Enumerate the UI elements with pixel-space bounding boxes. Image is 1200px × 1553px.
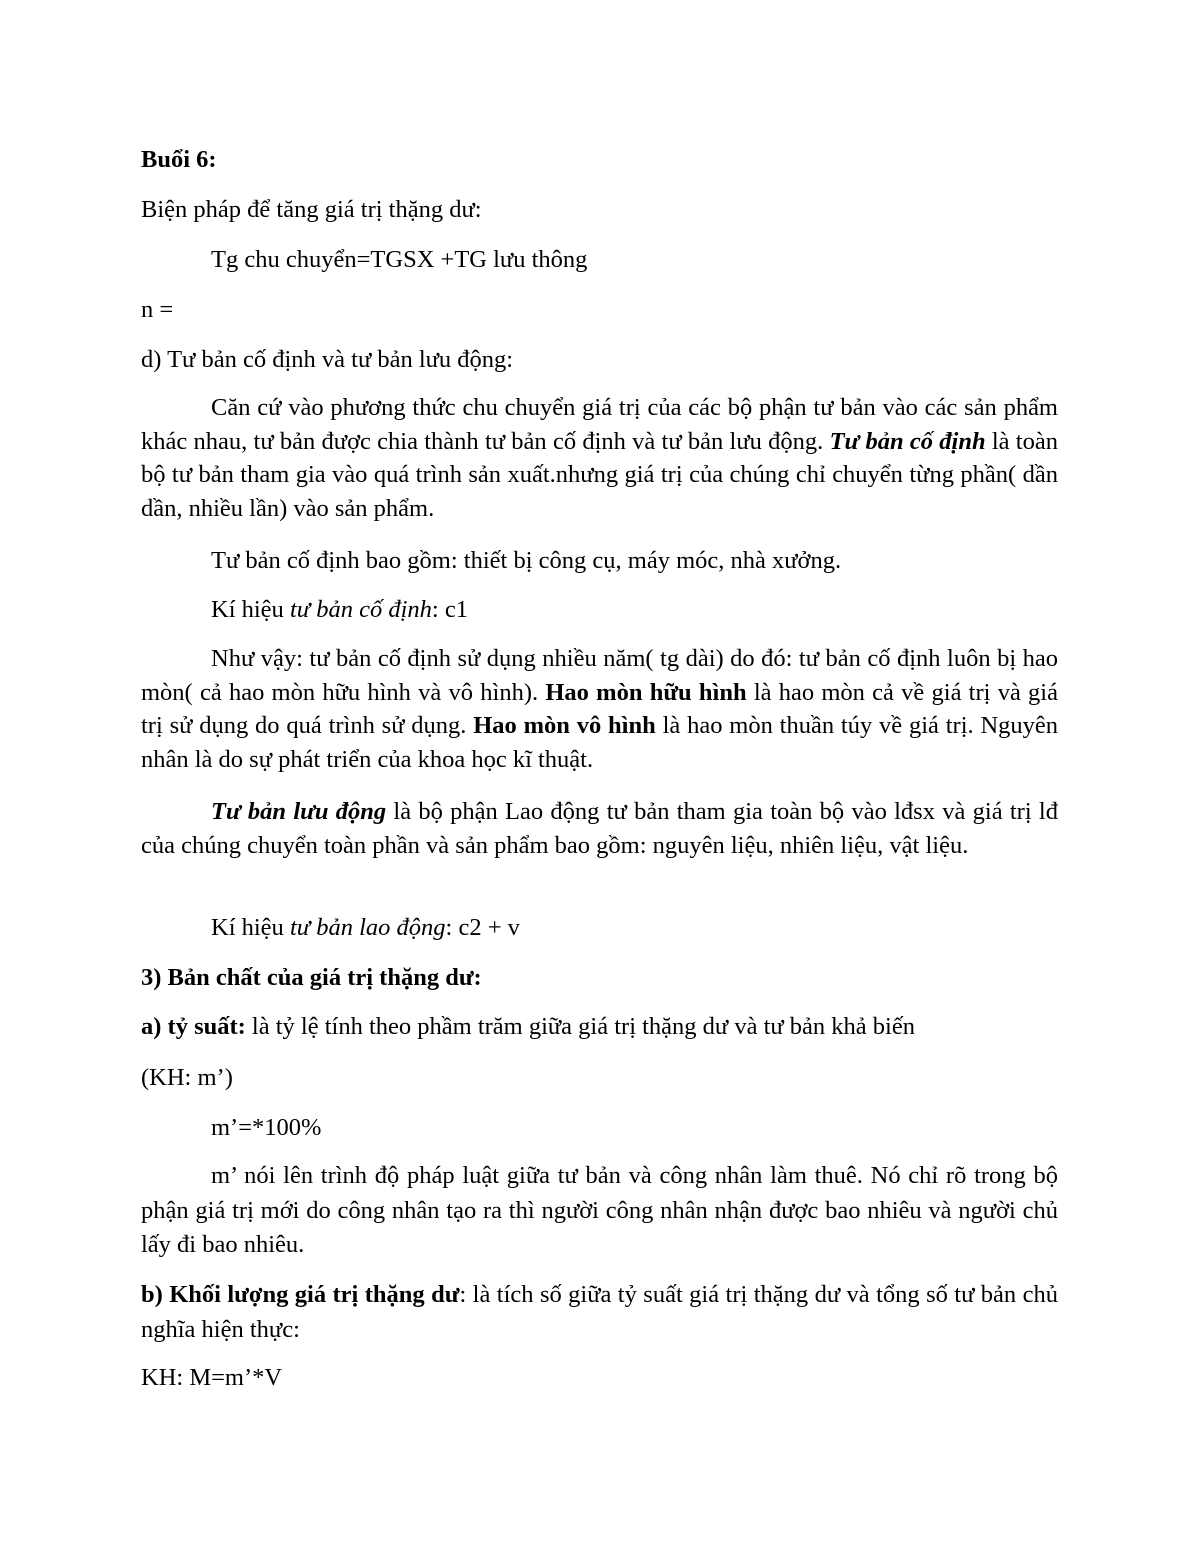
section-a-text: là tỷ lệ tính theo phầm trăm giữa giá trị thặng dư và tư bản khả biến [245,1013,915,1040]
section-b-label: b) Khối lượng giá trị thặng dư [141,1281,460,1308]
turnover-formula: Tg chu chuyển=TGSX +TG lưu thông [211,246,588,273]
circulating-capital-symbol [211,913,520,943]
n-formula-line: n = [141,296,174,323]
section-3-heading: 3) Bản chất của giá trị thặng dư: [141,964,482,991]
paragraph-depreciation [141,642,1058,776]
paragraph-mass-surplus [141,1278,1058,1347]
fixed-capital-symbol [211,595,468,625]
section-a-line [141,1012,915,1042]
kh-m-line: (KH: m’) [141,1064,233,1091]
symbol-term: tư bản lao động [289,914,446,941]
paragraph-text: Căn cứ vào phương thức chu chuyển giá trị của các bộ phận tư bản vào các sản phẩm khác nhau, tư bản được chia thành tư bản cố định và tư bản lưu động. [141,394,1058,455]
symbol-value: : c2 + v [445,914,520,941]
term-intangible-wear: Hao mòn vô hình [473,712,656,739]
fixed-capital-includes: Tư bản cố định bao gồm: thiết bị công cụ, máy móc, nhà xưởng. [211,547,842,574]
kh-M-line: KH: M=m’*V [141,1364,283,1391]
measures-line: Biện pháp để tăng giá trị thặng dư: [141,196,482,223]
session-heading: Buổi 6: [141,146,217,173]
paragraph-text: là hao mòn cả về giá trị và giá trị sử dụng do quá trình sử dụng. [141,678,1058,739]
paragraph-text: là bộ phận Lao động tư bản tham gia toàn bộ vào lđsx và giá trị lđ của chúng chuyển toàn phần và sản phẩm bao gồm: nguyên liệu, nhiên liệu, vật liệu. [141,798,1058,859]
term-fixed-capital: Tư bản cố định [829,427,986,455]
paragraph-text: là hao mòn thuần túy về giá trị. Nguyên nhân là do sự phát triển của khoa học kĩ thuật. [141,712,1059,773]
term-tangible-wear: Hao mòn hữu hình [545,678,747,706]
symbol-value: : c1 [431,596,468,623]
symbol-prefix: Kí hiệu [211,914,290,941]
paragraph-text: là toàn bộ tư bản tham gia vào quá trình sản xuất.nhưng giá trị của chúng chỉ chuyển từng phần( dần dần, nhiều lần) vào sản phẩm. [141,427,1058,522]
paragraph-text: Như vậy: tư bản cố định sử dụng nhiều năm( tg dài) do đó: tư bản cố định luôn bị hao mòn( cả hao mòn hữu hình và vô hình). [141,645,1058,706]
section-a-label: a) tỷ suất: [141,1013,246,1040]
term-circulating-capital: Tư bản lưu động [211,798,387,825]
paragraph-text: : là tích số giữa tỷ suất giá trị thặng dư và tổng số tư bản chủ nghĩa hiện thực: [141,1281,1058,1343]
formula-m: m’=*100% [211,1114,322,1141]
paragraph-circulating-capital [141,795,1058,863]
section-d-heading: d) Tư bản cố định và tư bản lưu động: [141,346,514,373]
symbol-term: tư bản cố định [289,596,432,623]
paragraph-fixed-capital [141,391,1058,525]
symbol-prefix: Kí hiệu [211,596,290,623]
paragraph-m-explanation: m’ nói lên trình độ pháp luật giữa tư bản và công nhân làm thuê. Nó chỉ rõ trong bộ phận giá trị mới do công nhân tạo ra thì người công nhân nhận được bao nhiêu và người chủ lấy đi bao nhiêu. [141,1162,1058,1258]
